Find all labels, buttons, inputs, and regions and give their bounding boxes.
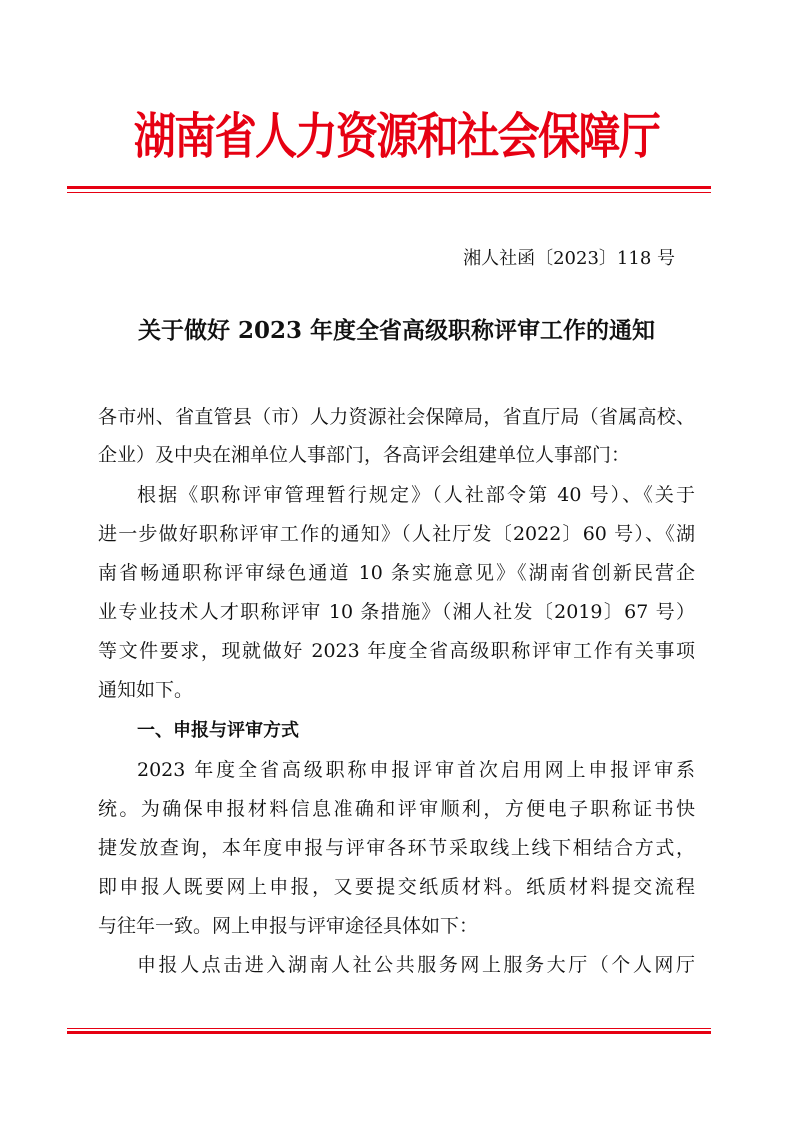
body-line: 即申报人既要网上申报，又要提交纸质材料。纸质材料提交流程 [98, 876, 695, 898]
document-title: 关于做好 2023 年度全省高级职称评审工作的通知 [137, 317, 656, 344]
body-line: 进一步做好职称评审工作的通知》（人社厅发〔2022〕60 号）、《湖 [98, 523, 695, 545]
body-line: 企业）及中央在湘单位人事部门，各高评会组建单位人事部门： [98, 444, 631, 466]
body-line: 2023 年度全省高级职称申报评审首次启用网上申报评审系 [137, 759, 695, 781]
body-line: 申报人点击进入湖南人社公共服务网上服务大厅（个人网厅 [137, 954, 695, 976]
footer-rule-thick [67, 1031, 711, 1034]
body-line: 各市州、省直管县（市）人力资源社会保障局，省直厅局（省属高校、 [98, 406, 695, 428]
body-line: 捷发放查询，本年度申报与评审各环节采取线上线下相结合方式， [98, 837, 695, 859]
body-line: 统。为确保申报材料信息准确和评审顺利，方便电子职称证书快 [98, 798, 695, 820]
body-line: 等文件要求，现就做好 2023 年度全省高级职称评审工作有关事项 [98, 640, 695, 662]
letterhead-rule-thick [67, 186, 711, 189]
letterhead-rule-thin [67, 192, 711, 193]
section-heading: 一、申报与评审方式 [137, 720, 299, 741]
letterhead-org-name: 湖南省人力资源和社会保障厅 [133, 108, 660, 165]
body-line: 业专业技术人才职称评审 10 条措施》（湘人社发〔2019〕67 号） [98, 601, 695, 623]
footer-rule-thin [67, 1028, 711, 1029]
body-line: 南省畅通职称评审绿色通道 10 条实施意见》《湖南省创新民营企 [98, 562, 695, 584]
document-number: 湘人社函〔2023〕118 号 [463, 248, 675, 269]
body-line: 根据《职称评审管理暂行规定》（人社部令第 40 号）、《关于 [137, 484, 695, 506]
body-line: 与往年一致。网上申报与评审途径具体如下： [98, 915, 479, 937]
body-line: 通知如下。 [98, 679, 194, 701]
